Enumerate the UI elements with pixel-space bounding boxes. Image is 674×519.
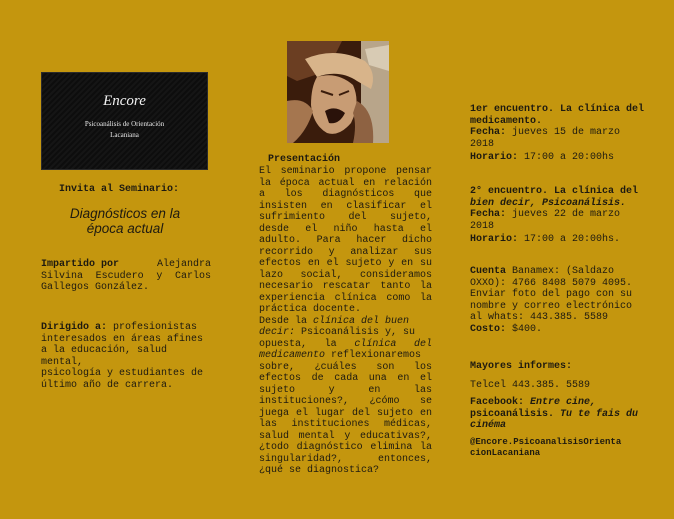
cuenta-label: Cuenta (470, 266, 507, 277)
question-1b: clínica del buen (313, 315, 410, 327)
question-line: juega el lugar del sujeto en (259, 407, 432, 419)
presentacion-paragraph (259, 166, 432, 316)
question-2a: decir: (259, 327, 296, 338)
seminar-title-line-1: Diagnósticos en la (69, 206, 181, 221)
cuenta-5: al whats: 443.385. 5589 (470, 312, 609, 323)
dirigido-1: profesionistas (113, 322, 198, 333)
engraving-illustration (287, 41, 389, 143)
encuentro-2 (470, 186, 650, 246)
mayores-informes: Mayores informes: (470, 361, 573, 372)
cuenta-3: Enviar foto del pago con su (470, 289, 633, 300)
question-line: ¿qué se diagnostica? (259, 465, 380, 476)
question-line: las instituciones médicas, (259, 419, 432, 430)
presentacion-line: desde el niño hasta el (259, 223, 432, 235)
seminar-title-line-2: época actual (86, 221, 164, 236)
question-line-3 (259, 339, 432, 351)
question-line: ¿todo diagnóstico elimina la (259, 442, 432, 453)
question-line: sujeto y en las (259, 384, 432, 396)
presentacion-line: El seminario propone pensar (259, 166, 432, 177)
encuentro-1 (470, 104, 650, 164)
horario-label: Horario: (470, 152, 519, 163)
question-line-2 (259, 327, 432, 339)
question-3a: opuesta, la (259, 338, 337, 350)
question-line-4 (259, 350, 432, 362)
presentacion-line: insisten en clasificar el (259, 200, 432, 212)
question-1a: Desde la (259, 315, 314, 327)
question-line-1 (259, 316, 432, 328)
telcel: Telcel 443.385. 5589 (470, 380, 591, 391)
fecha-label-2: Fecha: (470, 209, 507, 220)
invite-text: Invita al Seminario: (59, 184, 180, 195)
dirigido-4: psicología y estudiantes de (41, 368, 204, 379)
facebook-3: cinéma (470, 420, 507, 431)
question-4b: reflexionaremos (325, 350, 422, 361)
encuentro-2-year: 2018 (470, 220, 495, 232)
logo-title: Encore (103, 93, 146, 109)
logo-subtitle: Psicoanálisis de Orientación (84, 120, 165, 128)
handle-2[interactable]: cionLacaniana (470, 448, 541, 458)
facebook-handle[interactable] (470, 437, 621, 459)
facebook-label: Facebook: (470, 397, 525, 408)
presentacion-line: práctica docente. (259, 304, 362, 315)
question-line: sobre, ¿cuáles son los (259, 361, 432, 373)
question-line: instituciones?, ¿cómo se (259, 396, 432, 407)
question-line: efectos de cada una en el (259, 373, 432, 384)
cuenta-2: OXXO): 4766 8408 5079 4095. (470, 277, 633, 289)
facebook-2b: Tu te fais du (554, 408, 639, 420)
presentacion-line: necesario rescatar tanto la (259, 281, 432, 292)
question-3b: clínica del (354, 338, 432, 350)
logo-subtitle-2: Lacaniana (110, 131, 139, 139)
impartido-text-3: Gallegos González. (41, 282, 150, 293)
encuentro-1-title: 1er encuentro. La clínica del (470, 104, 645, 115)
dirigido-3: a la educación, salud mental, (41, 345, 168, 368)
presentacion-line: recorrido y analizar sus (259, 246, 432, 258)
dirigido-label: Dirigido a: (41, 322, 108, 333)
horario-label-2: Horario: (470, 234, 519, 245)
encuentro-2-fecha: jueves 22 de marzo (506, 209, 621, 220)
encuentro-1-year: 2018 (470, 138, 495, 150)
presentacion-line: adulto. Para hacer dicho (259, 235, 432, 246)
encuentro-1-title-2: medicamento. (470, 115, 543, 127)
question-line: salud mental y educativas?, (259, 430, 432, 442)
cuenta-1: Banamex: (Saldazo (506, 266, 615, 277)
question-2b: Psicoanálisis y, su (295, 327, 416, 338)
presentacion-body (259, 166, 432, 477)
facebook-block (470, 397, 650, 432)
encuentro-2-title: 2° encuentro. La clínica del (470, 186, 639, 197)
impartido-text-2: Silvina Escudero y Carlos (41, 270, 211, 282)
dirigido-2: interesados en áreas afines (41, 333, 204, 345)
anguish-engraving-image (287, 41, 389, 143)
impartido-text-1: Alejandra (156, 259, 211, 270)
impartido-block (41, 259, 211, 294)
presentacion-line: experiencia clínica como la (259, 292, 432, 304)
cuenta-block (470, 266, 650, 335)
encuentro-1-horario: 17:00 a 20:00hs (518, 152, 615, 163)
cuenta-4: nombre y correo electrónico (470, 300, 633, 312)
handle-1[interactable]: @Encore.PsicoanalisisOrienta (470, 437, 622, 447)
impartido-label: Impartido por (41, 259, 120, 270)
encuentro-1-fecha: jueves 15 de marzo (506, 127, 621, 138)
seminar-title (45, 206, 205, 236)
encore-logo (41, 72, 208, 170)
presentacion-line: lazo social, consideramos (259, 269, 432, 281)
encuentro-2-title-2: bien decir, Psicoanálisis. (470, 197, 627, 209)
presentacion-heading: Presentación (268, 154, 341, 165)
fecha-label: Fecha: (470, 127, 507, 138)
question-line: singularidad?, entonces, (259, 453, 432, 465)
question-paragraph (259, 362, 432, 477)
dirigido-5: último año de carrera. (41, 379, 174, 391)
costo-label: Costo: (470, 323, 507, 335)
question-4a: medicamento (259, 350, 326, 361)
presentacion-line: sufrimiento del sujeto, (259, 212, 432, 223)
costo-value: $400. (506, 323, 543, 335)
presentacion-line: a los diagnósticos que (259, 189, 432, 200)
presentacion-line: la época actual en relación (259, 177, 432, 189)
facebook-1: Entre cine, (524, 397, 597, 408)
facebook-2a: psicoanálisis. (470, 408, 555, 420)
dirigido-block (41, 322, 211, 391)
encuentro-2-horario: 17:00 a 20:00hs. (518, 234, 621, 245)
presentacion-line: efectos en el sujeto y en su (259, 258, 432, 269)
